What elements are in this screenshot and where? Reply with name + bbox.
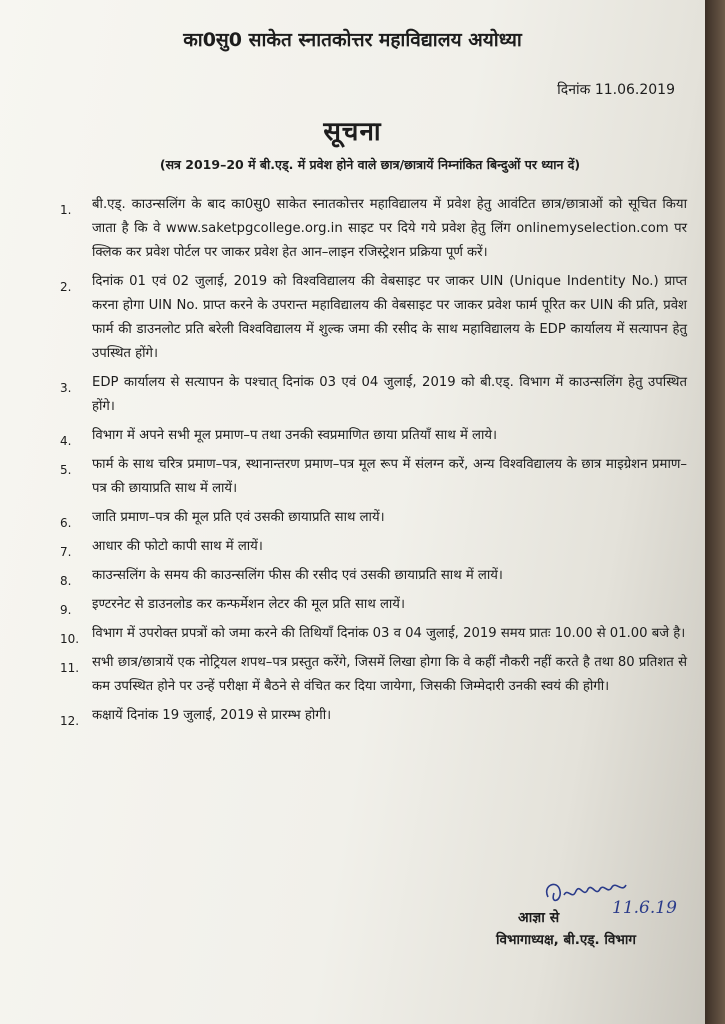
item-number: 7.: [60, 545, 72, 559]
item-text: विभाग में अपने सभी मूल प्रमाण–प तथा उनकी स्वप्रमाणित छाया प्रतियाँ साथ में लाये।: [92, 428, 498, 443]
item-text: काउन्सलिंग के समय की काउन्सलिंग फीस की रसीद एवं उसकी छायाप्रति साथ में लायें।: [92, 568, 503, 583]
item-number: 1.: [60, 203, 72, 217]
item-text: विभाग में उपरोक्त प्रपत्रों को जमा करने की तिथियाँ दिनांक 03 व 04 जुलाई, 2019 समय प्रातः 10.00 से 01.00 बजे है।: [92, 626, 686, 641]
item-number: 6.: [60, 516, 72, 530]
handwritten-date: 11.6.19: [612, 898, 677, 918]
list-item: [60, 424, 687, 448]
item-text: दिनांक 01 एवं 02 जुलाई, 2019 को विश्वविद्यालय की वेबसाइट पर जाकर UIN (Unique Indentity No.) प्राप्त करना होगा UIN No. प्राप्त करने के उपरान्त महाविद्यालय की वेबसाइट पर जाकर प्रवेश फार्म पूरित कर UIN की प्रति, प्रवेश फार्म की डाउनलोट प्रति बरेली विश्वविद्यालय में शुल्क जमा की रसीद के साथ महाविद्यालय के EDP कार्यालय में सत्यापन हेतु उपस्थित होंगे।: [92, 274, 687, 361]
department-head: विभागाध्यक्ष, बी.एड्. विभाग: [496, 932, 636, 948]
item-number: 2.: [60, 280, 72, 294]
instruction-list: [60, 193, 687, 733]
list-item: [60, 622, 687, 646]
list-item: [60, 704, 687, 728]
item-number: 10.: [60, 632, 80, 646]
item-text: आधार की फोटो कापी साथ में लायें।: [92, 539, 263, 554]
notice-date: दिनांक 11.06.2019: [557, 82, 675, 98]
notice-subtitle: (सत्र 2019–20 में बी.एड्. में प्रवेश होने वाले छात्र/छात्रायें निम्नांकित बिन्दुओं पर ध्यान दें): [159, 157, 581, 172]
item-number: 11.: [60, 661, 80, 675]
order-text: आज्ञा से: [518, 910, 560, 926]
list-item: [60, 453, 687, 501]
list-item: [60, 270, 687, 366]
list-item: [60, 535, 687, 559]
item-number: 3.: [60, 381, 72, 395]
item-text: EDP कार्यालय से सत्यापन के पश्चात् दिनांक 03 एवं 04 जुलाई, 2019 को बी.एड्. विभाग में काउन्सलिंग हेतु उपस्थित होंगे।: [92, 375, 687, 414]
item-number: 4.: [60, 434, 72, 448]
item-text: इण्टरनेट से डाउनलोड कर कन्फर्मेशन लेटर की मूल प्रति साथ लायें।: [92, 597, 405, 612]
item-text: जाति प्रमाण–पत्र की मूल प्रति एवं उसकी छायाप्रति साथ लायें।: [92, 510, 385, 525]
item-number: 8.: [60, 574, 72, 588]
item-number: 5.: [60, 463, 72, 477]
page-title: सूचना: [323, 117, 382, 147]
item-text: फार्म के साथ चरित्र प्रमाण–पत्र, स्थानान्तरण प्रमाण–पत्र मूल रूप में संलग्न करें, अन्य विश्वविद्यालय के छात्र माइग्रेशन प्रमाण–पत्र की छायाप्रति साथ में लायें।: [92, 457, 687, 496]
item-text: सभी छात्र/छात्रायें एक नोट्रियल शपथ–पत्र प्रस्तुत करेंगे, जिसमें लिखा होगा कि वे कहीं नौकरी नहीं करते है तथा 80 प्रतिशत से कम उपस्थित होने पर उन्हें परीक्षा में बैठने से वंचित कर दिया जायेगा, जिसकी जिम्मेदारी उनकी स्वयं की होगी।: [92, 655, 687, 694]
list-item: [60, 506, 687, 530]
list-item: [60, 371, 687, 419]
background-edge: [705, 0, 725, 1024]
item-text: कक्षायें दिनांक 19 जुलाई, 2019 से प्रारम्भ होगी।: [92, 708, 332, 723]
item-text: बी.एड्. काउन्सलिंग के बाद का0सु0 साकेत स्नातकोत्तर महाविद्यालय में प्रवेश हेतु आवंटित छात्र/छात्राओं को सूचित किया जाता है कि वे www.saketpgcollege.org.in साइट पर दिये गये प्रवेश हेतु लिंग onlinemyselection.com पर क्लिक कर प्रवेश पोर्टल पर जाकर प्रवेश हेत आन–लाइन रजिस्ट्रेशन प्रक्रिया पूर्ण करें।: [92, 197, 687, 260]
list-item: [60, 193, 687, 265]
list-item: [60, 593, 687, 617]
item-number: 12.: [60, 714, 80, 728]
list-item: [60, 651, 687, 699]
college-name: का0सु0 साकेत स्नातकोत्तर महाविद्यालय अयोध्या: [183, 29, 522, 51]
item-number: 9.: [60, 603, 72, 617]
list-item: [60, 564, 687, 588]
